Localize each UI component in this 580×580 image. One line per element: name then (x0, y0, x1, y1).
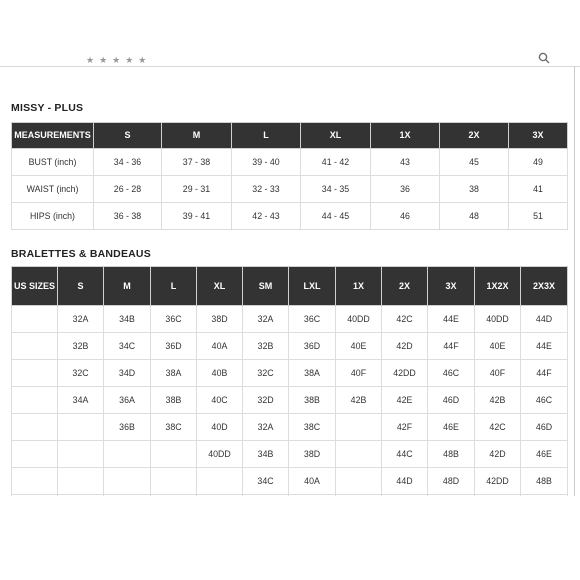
table-cell (12, 387, 58, 414)
table-cell: 40E (475, 333, 521, 360)
table-cell (104, 468, 151, 495)
table-row (12, 203, 568, 230)
table-row (12, 360, 568, 387)
table-cell: 26 - 28 (94, 176, 162, 203)
table-cell: 42DD (382, 360, 428, 387)
column-header: 1X2X (475, 267, 521, 306)
table-row (12, 441, 568, 468)
table-cell: 40DD (336, 306, 382, 333)
table-cell (197, 468, 243, 495)
table-cell: 34D (104, 360, 151, 387)
table-cell: 42C (475, 414, 521, 441)
table-cell: 38C (289, 414, 336, 441)
bralettes-title: BRALETTES & BANDEAUS (11, 248, 151, 260)
column-header: 2X (440, 123, 509, 149)
table-cell: 36C (289, 306, 336, 333)
table-row (12, 176, 568, 203)
table-cell (12, 333, 58, 360)
table-cell: 40F (336, 360, 382, 387)
table-cell: 42D (475, 441, 521, 468)
table-cell: 34 - 36 (94, 149, 162, 176)
star-rating-icon: ★★★★★ (86, 55, 152, 65)
bralettes-size-table (11, 266, 568, 522)
column-header: XL (301, 123, 371, 149)
table-cell: 39 - 40 (232, 149, 301, 176)
table-cell: 38D (289, 441, 336, 468)
table-cell: 45 (440, 149, 509, 176)
table-cell: 48B (521, 468, 568, 495)
table-cell: 36C (151, 306, 197, 333)
column-header: 1X (336, 267, 382, 306)
table-cell: 32 - 33 (232, 176, 301, 203)
table-cell: 36D (151, 333, 197, 360)
table-cell: 46E (521, 441, 568, 468)
table-cell (58, 414, 104, 441)
table-cell (58, 441, 104, 468)
page-bottom-area (0, 496, 580, 580)
table-cell: 32B (243, 333, 289, 360)
table-cell: 44E (428, 306, 475, 333)
table-cell: 44C (382, 441, 428, 468)
table-cell: 42C (382, 306, 428, 333)
table-cell (12, 306, 58, 333)
table-cell: 40A (197, 333, 243, 360)
table-cell: 48 (440, 203, 509, 230)
column-header: 3X (428, 267, 475, 306)
table-cell: 32C (243, 360, 289, 387)
table-cell: 44D (382, 468, 428, 495)
table-cell: 44 - 45 (301, 203, 371, 230)
table-cell: 36D (289, 333, 336, 360)
table-cell: 41 - 42 (301, 149, 371, 176)
table-cell (151, 441, 197, 468)
table-row (12, 468, 568, 495)
table-cell: 40F (475, 360, 521, 387)
table-cell: 36B (104, 414, 151, 441)
table-cell (336, 414, 382, 441)
table-cell: 29 - 31 (162, 176, 232, 203)
page-header-strip (0, 0, 580, 66)
table-cell: 36 - 38 (94, 203, 162, 230)
column-header: M (162, 123, 232, 149)
content-border (574, 66, 575, 496)
table-cell (12, 468, 58, 495)
table-cell: 32B (58, 333, 104, 360)
table-cell: 44D (521, 306, 568, 333)
table-cell: 40D (197, 414, 243, 441)
table-cell: 46E (428, 414, 475, 441)
table-cell: 42E (382, 387, 428, 414)
header-divider (0, 66, 580, 67)
table-cell: 51 (509, 203, 568, 230)
table-cell: 32A (243, 306, 289, 333)
column-header: 2X (382, 267, 428, 306)
table-cell: 38 (440, 176, 509, 203)
table-cell (104, 441, 151, 468)
table-header-row (12, 123, 568, 149)
table-row (12, 306, 568, 333)
table-cell: 32A (243, 414, 289, 441)
column-header: S (94, 123, 162, 149)
table-cell: 34B (104, 306, 151, 333)
table-cell: 32C (58, 360, 104, 387)
search-icon[interactable] (538, 52, 550, 64)
table-cell: 42F (382, 414, 428, 441)
table-cell: 37 - 38 (162, 149, 232, 176)
table-cell: 46D (521, 414, 568, 441)
column-header: LXL (289, 267, 336, 306)
table-cell (12, 414, 58, 441)
column-header: MEASUREMENTS (12, 123, 94, 149)
column-header: 1X (371, 123, 440, 149)
column-header: S (58, 267, 104, 306)
table-cell: 46C (428, 360, 475, 387)
table-cell: 44F (428, 333, 475, 360)
column-header: M (104, 267, 151, 306)
table-cell: 42D (382, 333, 428, 360)
table-cell: 46 (371, 203, 440, 230)
table-row (12, 149, 568, 176)
table-cell: 38A (289, 360, 336, 387)
table-cell: 42B (475, 387, 521, 414)
table-cell (58, 468, 104, 495)
column-header: L (151, 267, 197, 306)
table-row (12, 387, 568, 414)
table-cell: 32D (243, 387, 289, 414)
table-cell: 40DD (475, 306, 521, 333)
table-cell: 36A (104, 387, 151, 414)
table-cell (336, 441, 382, 468)
table-cell: 41 (509, 176, 568, 203)
table-cell: 40E (336, 333, 382, 360)
table-row (12, 414, 568, 441)
table-cell: 34C (243, 468, 289, 495)
table-cell: 32A (58, 306, 104, 333)
table-cell: 48B (428, 441, 475, 468)
table-cell: 39 - 41 (162, 203, 232, 230)
table-cell: WAIST (inch) (12, 176, 94, 203)
table-cell (12, 441, 58, 468)
column-header: XL (197, 267, 243, 306)
table-cell: BUST (inch) (12, 149, 94, 176)
table-cell: 38A (151, 360, 197, 387)
table-cell: 48D (428, 468, 475, 495)
table-cell: 38D (197, 306, 243, 333)
table-cell: 46C (521, 387, 568, 414)
table-cell: 36 (371, 176, 440, 203)
table-cell: HIPS (inch) (12, 203, 94, 230)
column-header: 3X (509, 123, 568, 149)
table-cell: 40C (197, 387, 243, 414)
table-cell (12, 360, 58, 387)
table-header-row (12, 267, 568, 306)
table-cell: 44E (521, 333, 568, 360)
table-cell: 44F (521, 360, 568, 387)
table-cell: 34 - 35 (301, 176, 371, 203)
table-cell: 40B (197, 360, 243, 387)
table-row (12, 333, 568, 360)
table-cell: 42DD (475, 468, 521, 495)
table-cell: 42 - 43 (232, 203, 301, 230)
table-cell: 43 (371, 149, 440, 176)
table-cell: 49 (509, 149, 568, 176)
table-cell: 40A (289, 468, 336, 495)
table-cell (336, 468, 382, 495)
table-cell: 38B (151, 387, 197, 414)
missy-plus-title: MISSY - PLUS (11, 102, 84, 114)
missy-plus-size-table (11, 122, 568, 230)
column-header: L (232, 123, 301, 149)
table-cell: 34B (243, 441, 289, 468)
column-header: 2X3X (521, 267, 568, 306)
table-cell: 34A (58, 387, 104, 414)
column-header: US SIZES (12, 267, 58, 306)
column-header: SM (243, 267, 289, 306)
table-cell: 38B (289, 387, 336, 414)
table-cell: 38C (151, 414, 197, 441)
table-cell (151, 468, 197, 495)
table-cell: 46D (428, 387, 475, 414)
table-cell: 42B (336, 387, 382, 414)
table-cell: 34C (104, 333, 151, 360)
table-cell: 40DD (197, 441, 243, 468)
